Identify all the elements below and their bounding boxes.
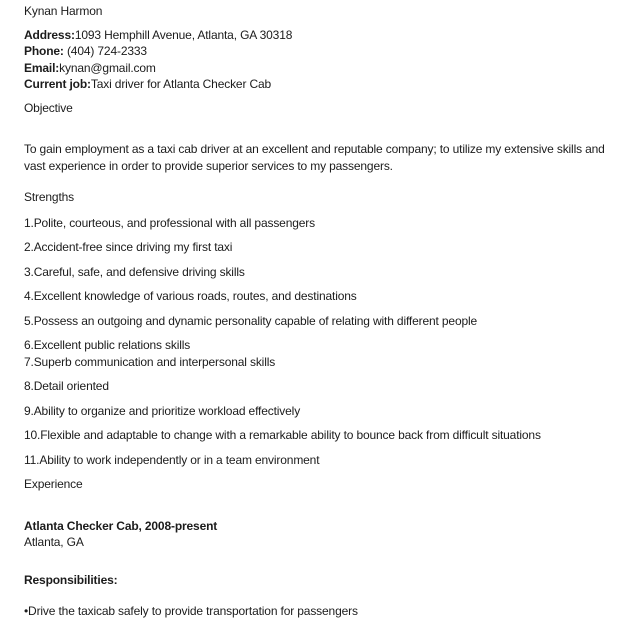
contact-current-job-line	[24, 76, 607, 93]
phone-label: Phone:	[24, 44, 64, 58]
experience-heading: Experience	[24, 477, 83, 491]
contact-email-line	[24, 60, 607, 77]
address-label: Address:	[24, 27, 75, 42]
responsibility-item: •Drive the taxicab safely to provide transportation for passengers	[24, 604, 358, 618]
strength-item-10: 10.Flexible and adaptable to change with a remarkable ability to bounce back from difficult situations	[24, 428, 541, 442]
experience-employer: Atlanta Checker Cab, 2008-present	[24, 518, 218, 533]
email-label: Email:	[24, 60, 60, 75]
strength-item-9: 9.Ability to organize and prioritize workload effectively	[24, 403, 301, 418]
strength-item-4: 4.Excellent knowledge of various roads, routes, and destinations	[24, 289, 357, 303]
strength-item-8: 8.Detail oriented	[24, 379, 109, 393]
objective-heading: Objective	[24, 100, 73, 115]
objective-text: To gain employment as a taxi cab driver at an excellent and reputable company; to utilize my extensive skills and vast experience in order to provide superior services to my passengers.	[24, 142, 608, 173]
experience-location: Atlanta, GA	[24, 535, 84, 549]
responsibilities-heading: Responsibilities:	[24, 572, 118, 587]
phone-value: (404) 724-2333	[63, 44, 147, 58]
contact-address-line	[24, 27, 607, 44]
current-job-value: Taxi driver for Atlanta Checker Cab	[90, 77, 272, 91]
address-value: 1093 Hemphill Avenue, Atlanta, GA 30318	[74, 27, 293, 42]
strength-item-3: 3.Careful, safe, and defensive driving skills	[24, 264, 245, 279]
contact-block	[24, 27, 607, 93]
strength-item-2: 2.Accident-free since driving my first taxi	[24, 240, 233, 254]
strengths-heading: Strengths	[24, 190, 75, 204]
experience-entry	[24, 518, 607, 551]
strength-item-6: 6.Excellent public relations skills	[24, 338, 191, 352]
strength-item-11: 11.Ability to work independently or in a team environment	[24, 452, 320, 467]
contact-phone-line	[24, 43, 607, 60]
strength-item-5: 5.Possess an outgoing and dynamic personality capable of relating with different people	[24, 313, 478, 328]
email-value: kynan@gmail.com	[59, 60, 156, 75]
strength-item-1: 1.Polite, courteous, and professional with all passengers	[24, 215, 315, 230]
strength-item-7: 7.Superb communication and interpersonal skills	[24, 354, 276, 369]
candidate-name: Kynan Harmon	[24, 4, 103, 18]
current-job-label: Current job:	[24, 77, 91, 91]
